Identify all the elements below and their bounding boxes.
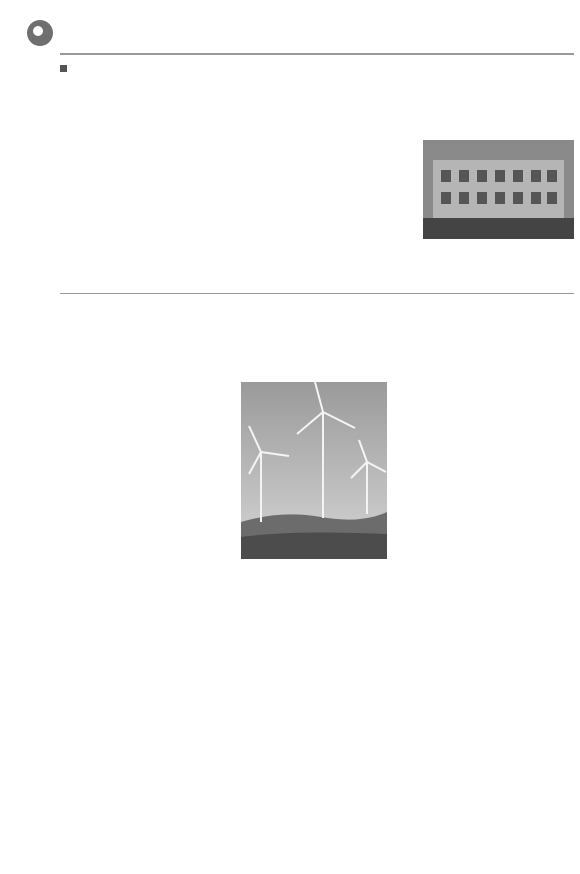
story2-column-2 (153, 381, 237, 569)
story1-kicker (60, 63, 74, 75)
wind-turbine-illustration (241, 382, 387, 559)
story1-column-1 (60, 142, 128, 270)
story1-column-6 (423, 251, 574, 278)
header-divider (60, 53, 574, 55)
story1-column-4 (276, 142, 344, 270)
wind-turbine-photo (241, 382, 387, 559)
story2-spacer (241, 570, 324, 574)
newspaper-logo-icon (27, 20, 53, 46)
square-bullet-icon (60, 65, 67, 72)
story2-column-1a (60, 381, 149, 485)
story1-column-5 (348, 142, 418, 270)
story-divider (60, 293, 574, 294)
story1-column-2 (132, 142, 200, 270)
questura-photo (423, 140, 574, 239)
story2-column-1b (60, 489, 149, 569)
story1-column-3 (204, 142, 272, 270)
building-illustration (423, 140, 574, 239)
